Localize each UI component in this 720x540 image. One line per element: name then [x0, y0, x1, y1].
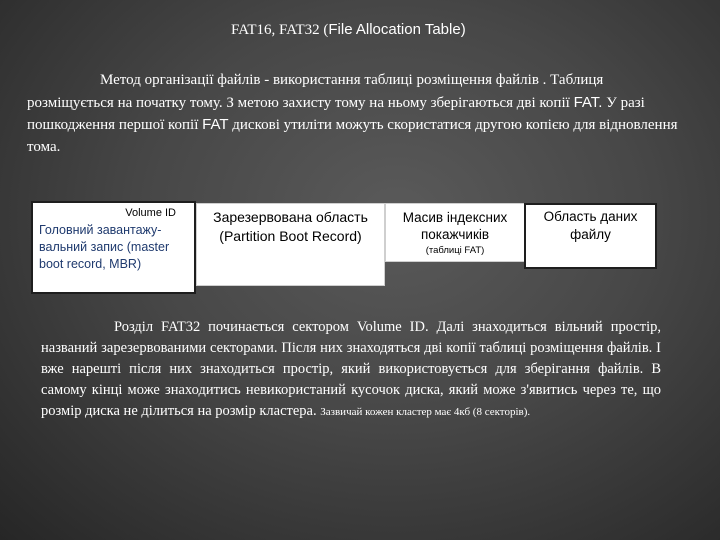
- fat-index-text: Масив індексних покажчиків: [402, 210, 508, 242]
- intro-text-c: дискові утиліти можуть скористатися другою копією для відновлення тома.: [27, 117, 678, 155]
- data-area-box: [524, 203, 657, 269]
- title-part-1: FAT16, FAT32 (: [231, 22, 329, 38]
- slide-title: [231, 20, 501, 40]
- title-part-2: File Allocation Table: [328, 21, 461, 38]
- volume-id-label: Volume ID: [125, 207, 176, 219]
- intro-text-a: Метод організації файлів - використання таблиці розміщення файлів . Таблиця розміщується на початку тому. З метою захисту тому на ньому зберігаються дві копії: [27, 72, 604, 111]
- intro-fat-2: FAT: [202, 116, 229, 133]
- fat32-paragraph-main: Розділ FAT32 починається сектором Volume ID. Далі знаходиться вільний простір, названий зарезервованими секторами. Після них знаходяться дві копії таблиці розміщення файлів. І вже нарешті після них знаходиться простір, який використовується для зберігання файлів. В самому кінці може знаходитись невикористаний кусочок диска, який може з'явитись через те, що розмір диска не ділиться на розмір кластера.: [41, 319, 661, 419]
- reserved-area-text: Зарезервована область (Partition Boot Record): [213, 209, 368, 244]
- cluster-size-note: Зазвичай кожен кластер має 4кб (8 секторів).: [320, 406, 531, 418]
- volume-id-box: [31, 201, 196, 294]
- intro-fat-1: FAT.: [573, 93, 603, 111]
- intro-paragraph: [27, 70, 687, 158]
- mbr-description: Головний завантажу-вальний запис (master boot record, MBR): [39, 223, 170, 271]
- fat32-paragraph: [41, 317, 661, 423]
- fat-index-box: [385, 203, 525, 262]
- title-part-3: ): [460, 21, 466, 38]
- reserved-area-box: [196, 203, 385, 286]
- fat-index-subtext: (таблиці FAT): [425, 245, 485, 256]
- data-area-text: Область даних файлу: [543, 209, 638, 242]
- intro-text-b: У разі пошкодження першої копії: [27, 94, 645, 133]
